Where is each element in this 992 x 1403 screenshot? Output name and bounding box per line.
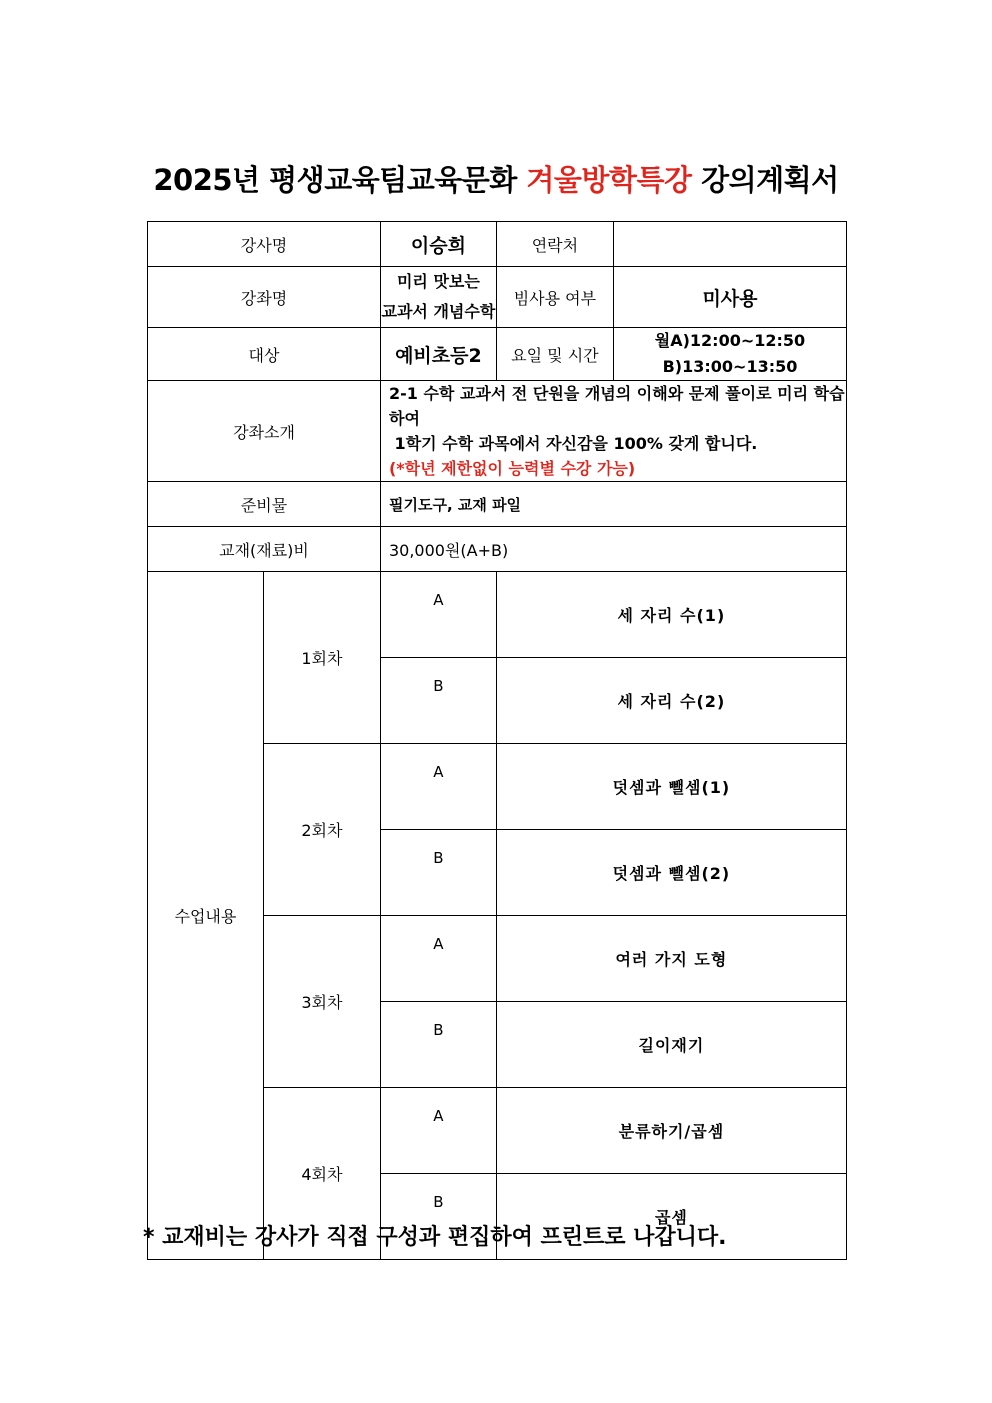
contact-label: 연락처: [496, 222, 613, 267]
beam-label: 빔사용 여부: [496, 267, 613, 328]
row-instructor: [148, 222, 847, 267]
intro-line2: 1학기 수학 과목에서 자신감을 100% 갖게 합니다.: [388, 434, 758, 453]
title-highlight: 겨울방학특강: [526, 163, 692, 197]
session-3-b-letter: B: [433, 1021, 444, 1039]
session-1-a-letter: A: [433, 591, 444, 609]
target-value: 예비초등2: [380, 328, 496, 381]
session-4-b-title: 곱셈: [496, 1174, 846, 1260]
instructor-label: 강사명: [148, 222, 381, 267]
row-fee: [148, 527, 847, 572]
session-2-b-marker: [380, 830, 496, 916]
intro-note: (*학년 제한없이 능력별 수강 가능): [388, 459, 636, 478]
session-1-b-marker: [380, 658, 496, 744]
session-1-a-title: 세 자리 수(1): [496, 572, 846, 658]
schedule-value: [613, 328, 846, 381]
page-title: [0, 158, 992, 199]
content-label: 수업내용: [148, 572, 264, 1260]
course-label: 강좌명: [148, 267, 381, 328]
instructor-value: 이승희: [380, 222, 496, 267]
session-3-b-marker: [380, 1002, 496, 1088]
row-target: [148, 328, 847, 381]
session-1-a-marker: [380, 572, 496, 658]
schedule-line1: 월A)12:00~12:50: [654, 331, 806, 350]
session-2-b-title: 덧셈과 뺄셈(2): [496, 830, 846, 916]
session-3-a-letter: A: [433, 935, 444, 953]
supplies-value: 필기도구, 교재 파일: [380, 482, 846, 527]
session-2-label: 2회차: [263, 744, 380, 916]
session-2-a-title: 덧셈과 뺄셈(1): [496, 744, 846, 830]
session-2-b-letter: B: [433, 849, 444, 867]
session-4-a-marker: [380, 1088, 496, 1174]
session-2-a-marker: [380, 744, 496, 830]
row-course: [148, 267, 847, 328]
footer-note: * 교재비는 강사가 직접 구성과 편집하여 프린트로 나갑니다.: [143, 1225, 727, 1250]
session-1-label: 1회차: [263, 572, 380, 744]
schedule-line2: B)13:00~13:50: [662, 357, 798, 376]
session-3-label: 3회차: [263, 916, 380, 1088]
session-3-a-marker: [380, 916, 496, 1002]
row-intro: [148, 381, 847, 482]
session-1-b-letter: B: [433, 677, 444, 695]
course-value-line2: 교과서 개념수학: [381, 302, 496, 321]
session-4-a-letter: A: [433, 1107, 444, 1125]
contact-value: [613, 222, 846, 267]
course-value-line1: 미리 맛보는: [396, 272, 480, 291]
course-value: [380, 267, 496, 328]
session-4-b-letter: B: [433, 1193, 444, 1211]
session-2-a-letter: A: [433, 763, 444, 781]
beam-value: 미사용: [613, 267, 846, 328]
title-part1: 2025년 평생교육팀교육문화: [153, 163, 527, 197]
fee-label: 교재(재료)비: [148, 527, 381, 572]
intro-label: 강좌소개: [148, 381, 381, 482]
session-1-row-a: [148, 572, 847, 658]
session-4-a-title: 분류하기/곱셈: [496, 1088, 846, 1174]
schedule-label: 요일 및 시간: [496, 328, 613, 381]
supplies-label: 준비물: [148, 482, 381, 527]
row-supplies: [148, 482, 847, 527]
lecture-plan-table: [147, 221, 847, 1260]
session-4-label: 4회차: [263, 1088, 380, 1260]
intro-value: [380, 381, 846, 482]
session-1-b-title: 세 자리 수(2): [496, 658, 846, 744]
intro-line1: 2-1 수학 교과서 전 단원을 개념의 이해와 문제 풀이로 미리 학습하여: [388, 384, 845, 428]
session-3-b-title: 길이재기: [496, 1002, 846, 1088]
fee-value: 30,000원(A+B): [380, 527, 846, 572]
title-part2: 강의계획서: [691, 163, 839, 197]
target-label: 대상: [148, 328, 381, 381]
session-3-a-title: 여러 가지 도형: [496, 916, 846, 1002]
